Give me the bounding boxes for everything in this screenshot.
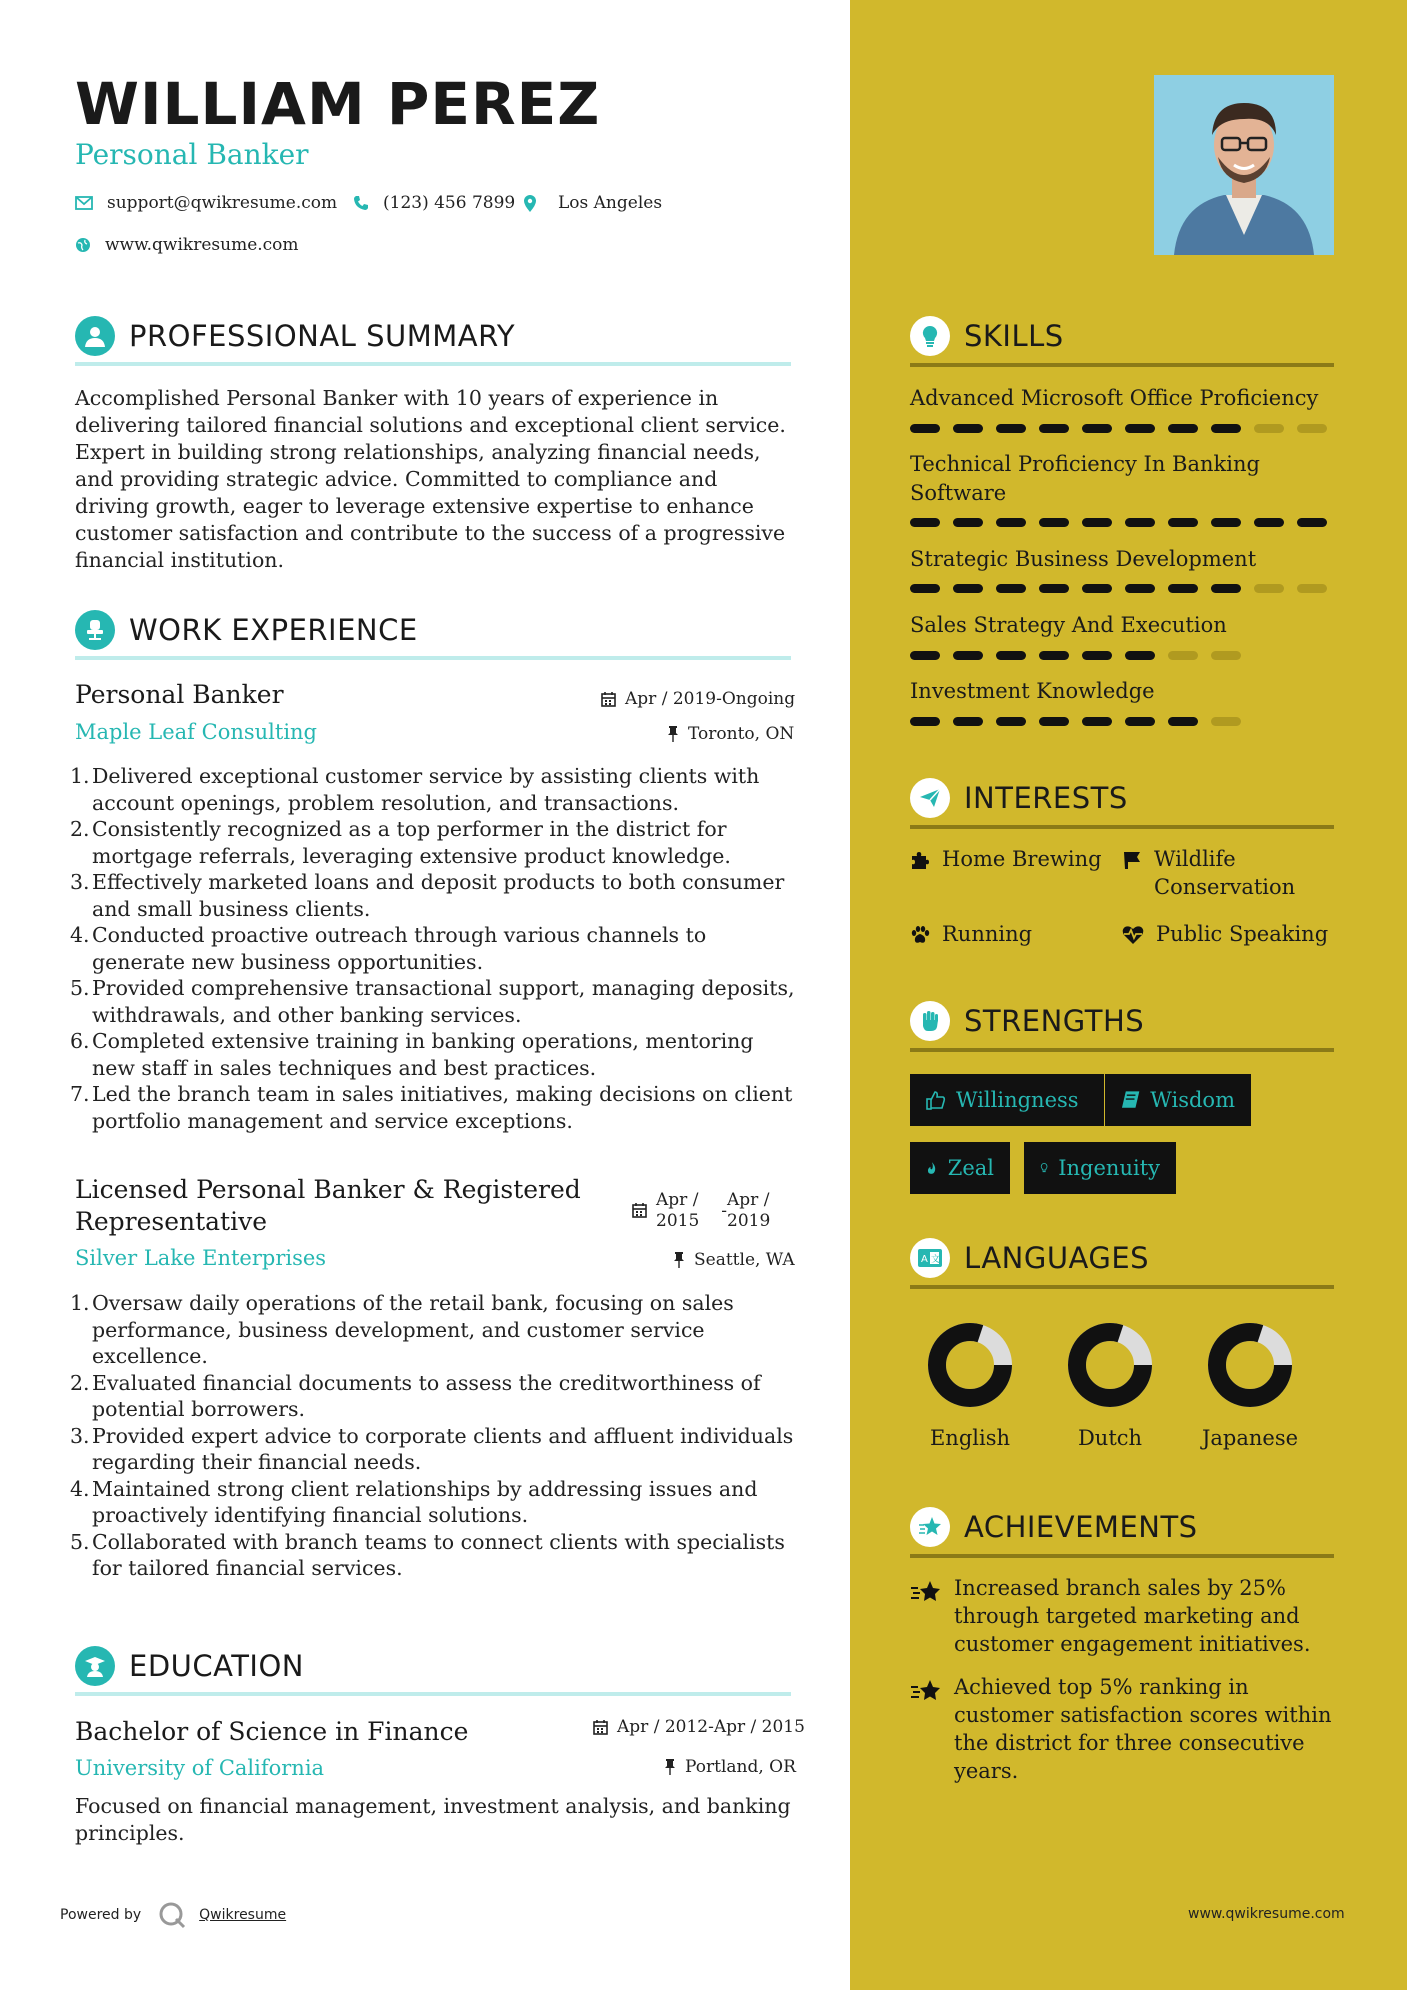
skill-dot-filled: [996, 651, 1026, 660]
interest-item: Wildlife Conservation: [1122, 845, 1322, 901]
section-title: INTERESTS: [964, 781, 1128, 815]
skill-dot-filled: [1082, 584, 1112, 593]
section-title: LANGUAGES: [964, 1241, 1150, 1275]
heartbeat-icon: [1122, 925, 1144, 945]
school-name: University of California: [75, 1756, 325, 1780]
interest-item: Running: [910, 920, 1032, 948]
fire-icon: [926, 1158, 938, 1178]
skill-meter: [910, 651, 1254, 660]
section-achievements-header: [910, 1502, 1334, 1552]
skill-dot-filled: [996, 518, 1026, 527]
skill-dot-filled: [953, 717, 983, 726]
skill-dot-filled: [1082, 424, 1112, 433]
qwikresume-logo-icon: [157, 1900, 187, 1930]
skill-meter: [910, 424, 1340, 433]
education-date: Apr / 2012-Apr / 2015: [593, 1717, 805, 1737]
skill-name: Technical Proficiency In Banking Software: [910, 452, 1260, 505]
map-pin-icon: [524, 195, 536, 212]
job-location: Seattle, WA: [673, 1250, 795, 1270]
skill-dot-filled: [996, 424, 1026, 433]
website-text: www.qwikresume.com: [105, 235, 299, 255]
list-item: 1. Delivered exceptional customer service by assisting clients with account openings, problem resolution, and transactions.: [70, 764, 760, 815]
list-item: 1. Oversaw daily operations of the retail bank, focusing on sales performance, business development, and customer service excellence.: [70, 1291, 734, 1368]
divider: [910, 1048, 1334, 1052]
avatar: [1154, 75, 1334, 255]
skill-meter: [910, 518, 1340, 527]
skill-dot-empty: [1254, 584, 1284, 593]
skill-dot-empty: [1211, 717, 1241, 726]
calendar-icon: [593, 1719, 608, 1735]
summary-text: Accomplished Personal Banker with 10 years of experience in delivering tailored financial solutions and exceptional client service. Expert in building strong relationships, analyzing financial needs, and providing strategic advice. Committed to compliance and driving growth, eager to leverage extensive expertise to enhance customer satisfaction and contribute to the success of a progressive financial institution.: [75, 386, 786, 572]
skill-dot-filled: [910, 584, 940, 593]
language-icon: [910, 1238, 950, 1278]
skill-dot-empty: [1168, 651, 1198, 660]
section-languages-header: [910, 1233, 1334, 1283]
flag-icon: [1122, 850, 1142, 870]
section-title: EDUCATION: [129, 1649, 305, 1683]
pushpin-icon: [667, 726, 679, 742]
section-strengths-header: [910, 996, 1334, 1046]
job-title: Licensed Personal Banker & Registered Representative: [75, 1175, 581, 1236]
skill-dot-filled: [1168, 717, 1198, 726]
fist-icon: [910, 1001, 950, 1041]
skill-dot-filled: [1125, 717, 1155, 726]
skill-dot-filled: [1211, 518, 1241, 527]
pushpin-icon: [664, 1759, 676, 1775]
candidate-role: Personal Banker: [75, 138, 309, 171]
section-work-header: [75, 605, 791, 655]
strength-badge: Ingenuity: [1024, 1142, 1176, 1194]
skill-dot-filled: [910, 717, 940, 726]
list-item: 4. Conducted proactive outreach through various channels to generate new business opportunities.: [70, 923, 707, 974]
envelope-icon: [75, 196, 93, 210]
section-interests-header: [910, 773, 1334, 823]
skill-dot-filled: [1211, 584, 1241, 593]
language-name: Japanese: [1201, 1426, 1299, 1450]
achievement-item: Increased branch sales by 25% through targeted marketing and customer engagement initiatives.: [910, 1574, 1340, 1658]
skill-dot-filled: [1039, 424, 1069, 433]
language-name: English: [929, 1426, 1011, 1450]
contact-email[interactable]: [75, 193, 337, 213]
divider: [75, 1692, 791, 1696]
skill-dot-filled: [1168, 584, 1198, 593]
list-item: 3. Provided expert advice to corporate clients and affluent individuals regarding their financial needs.: [70, 1423, 794, 1474]
skill-dot-filled: [1039, 651, 1069, 660]
svg-text:文: 文: [931, 1255, 941, 1265]
skill-dot-filled: [1125, 651, 1155, 660]
skill-name: Advanced Microsoft Office Proficiency: [910, 386, 1319, 410]
candidate-name: WILLIAM PEREZ: [75, 70, 601, 138]
skill-name: Investment Knowledge: [910, 679, 1155, 703]
list-item: 7. Led the branch team in sales initiatives, making decisions on client portfolio management and service exceptions.: [70, 1082, 793, 1133]
section-skills-header: [910, 311, 1334, 361]
lightbulb-icon: [910, 316, 950, 356]
skill-dot-filled: [1254, 518, 1284, 527]
user-icon: [75, 316, 115, 356]
list-item: 5. Provided comprehensive transactional support, managing deposits, withdrawals, and other banking services.: [70, 976, 795, 1027]
paw-icon: [910, 925, 930, 945]
shooting-star-icon: [910, 1580, 942, 1604]
section-education-header: [75, 1641, 791, 1691]
company-name: Maple Leaf Consulting: [75, 720, 318, 744]
contact-website[interactable]: [75, 235, 299, 255]
puzzle-icon: [910, 850, 930, 870]
calendar-icon: [632, 1202, 647, 1218]
section-title: PROFESSIONAL SUMMARY: [129, 319, 516, 353]
job-bullets: [70, 763, 800, 1134]
skill-name: Sales Strategy And Execution: [910, 613, 1227, 637]
skill-dot-filled: [1039, 584, 1069, 593]
skill-dot-filled: [910, 518, 940, 527]
skill-dot-filled: [1297, 518, 1327, 527]
list-item: 4. Maintained strong client relationships by addressing issues and proactively identifying financial solutions.: [70, 1476, 758, 1527]
divider: [910, 825, 1334, 829]
strength-badge: Willingness: [910, 1074, 1104, 1126]
company-name: Silver Lake Enterprises: [75, 1246, 327, 1270]
education-description: Focused on financial management, investment analysis, and banking principles.: [75, 1794, 791, 1845]
job-location: Toronto, ON: [667, 724, 794, 744]
language-donut-dutch: [1065, 1320, 1155, 1410]
star-icon: [910, 1507, 950, 1547]
contact-location: [524, 193, 662, 213]
divider: [910, 363, 1334, 367]
list-item: 2. Consistently recognized as a top performer in the district for mortgage referrals, leveraging extensive product knowledge.: [70, 817, 731, 868]
svg-text:A: A: [921, 1254, 928, 1265]
language-donut-english: [925, 1320, 1015, 1410]
skill-dot-filled: [1168, 518, 1198, 527]
interest-item: Home Brewing: [910, 845, 1102, 873]
skill-dot-empty: [1297, 424, 1327, 433]
section-title: SKILLS: [964, 319, 1064, 353]
skill-dot-filled: [910, 651, 940, 660]
divider: [75, 656, 791, 660]
language-name: Dutch: [1077, 1426, 1143, 1450]
job-bullets: [70, 1290, 800, 1582]
phone-text: (123) 456 7899: [383, 193, 516, 213]
shooting-star-icon: [910, 1679, 942, 1703]
language-donut-japanese: [1205, 1320, 1295, 1410]
graduate-icon: [75, 1646, 115, 1686]
divider: [910, 1285, 1334, 1289]
skill-dot-filled: [953, 651, 983, 660]
thumbs-up-icon: [926, 1090, 946, 1110]
list-item: 6. Completed extensive training in banking operations, mentoring new staff in sales techniques and best practices.: [70, 1029, 754, 1080]
skill-dot-filled: [1039, 518, 1069, 527]
chair-icon: [75, 610, 115, 650]
skill-dot-filled: [1039, 717, 1069, 726]
footer-powered-by: Powered by Qwikresume: [60, 1900, 286, 1930]
phone-icon: [353, 195, 369, 211]
section-title: STRENGTHS: [964, 1004, 1145, 1038]
contact-phone[interactable]: [353, 193, 515, 213]
education-location: Portland, OR: [664, 1757, 796, 1777]
divider: [910, 1554, 1334, 1558]
skill-meter: [910, 717, 1254, 726]
skill-dot-filled: [1168, 424, 1198, 433]
lightbulb-icon: [1040, 1158, 1048, 1178]
skill-meter: [910, 584, 1340, 593]
job-date: Apr / 2019-Ongoing: [601, 689, 795, 709]
globe-icon: [75, 237, 91, 253]
job-date: Apr / 2015 - Apr / 2019: [632, 1190, 770, 1232]
skill-dot-empty: [1211, 651, 1241, 660]
skill-dot-filled: [1082, 518, 1112, 527]
skill-dot-filled: [1125, 518, 1155, 527]
book-icon: [1121, 1090, 1140, 1110]
interest-item: Public Speaking: [1122, 920, 1328, 948]
calendar-icon: [601, 691, 616, 707]
skill-dot-filled: [1211, 424, 1241, 433]
brand-link[interactable]: Qwikresume: [199, 1907, 287, 1923]
strength-badge: Wisdom: [1105, 1074, 1251, 1126]
skill-dot-filled: [953, 518, 983, 527]
list-item: 3. Effectively marketed loans and deposit products to both consumer and small business clients.: [70, 870, 785, 921]
skill-dot-filled: [953, 424, 983, 433]
skill-dot-filled: [1125, 424, 1155, 433]
skill-dot-filled: [1082, 717, 1112, 726]
list-item: 5. Collaborated with branch teams to connect clients with specialists for tailored financial services.: [70, 1529, 785, 1580]
section-summary-header: [75, 311, 791, 361]
skill-name: Strategic Business Development: [910, 547, 1257, 571]
divider: [75, 362, 791, 366]
skill-dot-filled: [996, 584, 1026, 593]
strength-badge: Zeal: [910, 1142, 1010, 1194]
section-title: WORK EXPERIENCE: [129, 613, 418, 647]
skill-dot-empty: [1297, 584, 1327, 593]
skill-dot-filled: [1082, 651, 1112, 660]
skill-dot-filled: [953, 584, 983, 593]
location-text: Los Angeles: [558, 193, 663, 213]
achievement-item: Achieved top 5% ranking in customer satisfaction scores within the district for three consecutive years.: [910, 1673, 1340, 1785]
footer-site[interactable]: www.qwikresume.com: [1188, 1906, 1345, 1922]
skill-dot-empty: [1254, 424, 1284, 433]
degree-title: Bachelor of Science in Finance: [75, 1717, 469, 1746]
skill-dot-filled: [1125, 584, 1155, 593]
list-item: 2. Evaluated financial documents to assess the creditworthiness of potential borrowers.: [70, 1370, 761, 1421]
email-text: support@qwikresume.com: [107, 193, 338, 213]
skill-dot-filled: [996, 717, 1026, 726]
section-title: ACHIEVEMENTS: [964, 1510, 1198, 1544]
paper-plane-icon: [910, 778, 950, 818]
job-title: Personal Banker: [75, 680, 284, 709]
pushpin-icon: [673, 1252, 685, 1268]
skill-dot-filled: [910, 424, 940, 433]
